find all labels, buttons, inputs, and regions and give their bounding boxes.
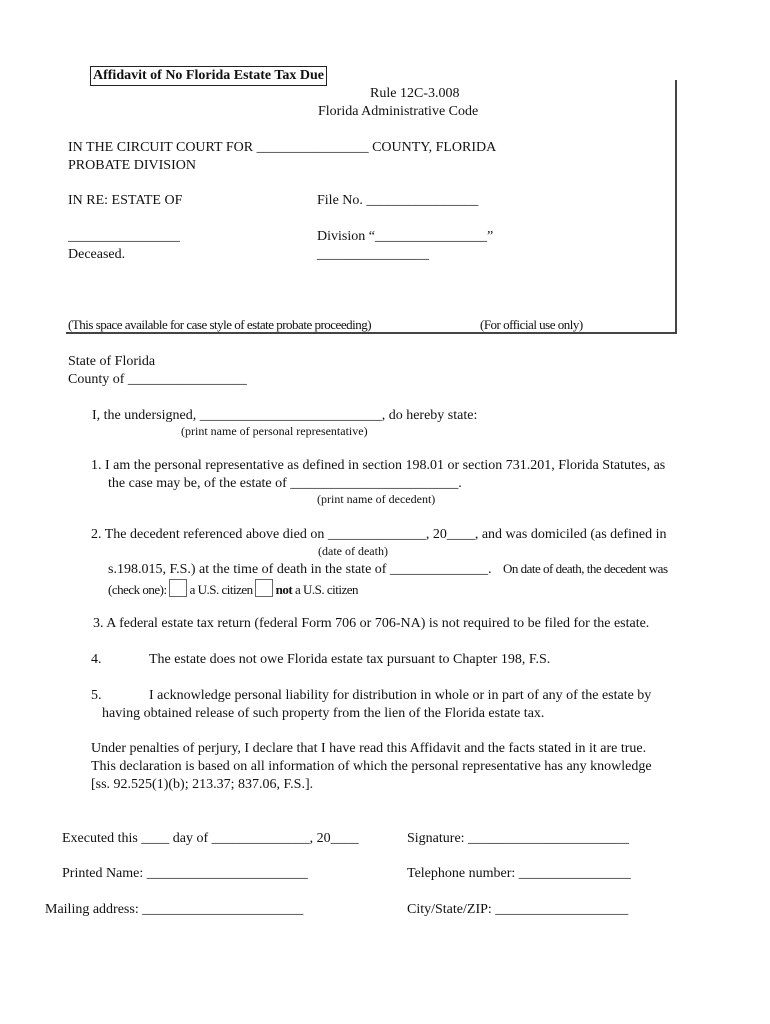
not-us-citizen-checkbox[interactable] <box>255 579 273 597</box>
case-style-note: (This space available for case style of estate probate proceeding) <box>68 317 372 332</box>
probate-division: PROBATE DIVISION <box>68 158 196 173</box>
file-number-field[interactable]: File No. ________________ <box>317 193 479 208</box>
item-3: 3. A federal estate tax return (federal Form 706 or 706-NA) is not required to be filed for the estate. <box>93 616 650 631</box>
item-4-number: 4. <box>91 652 102 667</box>
in-re-estate: IN RE: ESTATE OF <box>68 193 183 208</box>
deceased-label: Deceased. <box>68 247 126 262</box>
perjury-line-3: [ss. 92.525(1)(b); 213.37; 837.06, F.S.]. <box>91 777 314 792</box>
intro-sublabel: (print name of personal representative) <box>181 424 368 438</box>
item-1-line-2[interactable]: the case may be, of the estate of ________________________. <box>108 476 462 491</box>
item-2-sublabel: (date of death) <box>318 544 388 558</box>
item-4-text: The estate does not owe Florida estate tax pursuant to Chapter 198, F.S. <box>149 652 551 667</box>
item-5-number: 5. <box>91 688 102 703</box>
perjury-line-1: Under penalties of perjury, I declare that I have read this Affidavit and the facts stated in it are true. <box>91 741 647 756</box>
official-use-border-right <box>675 80 677 334</box>
mailing-address-field[interactable]: Mailing address: _______________________ <box>45 902 304 917</box>
perjury-line-2: This declaration is based on all information of which the personal representative has any knowledge <box>91 759 652 774</box>
admin-code: Florida Administrative Code <box>318 104 479 119</box>
signature-field[interactable]: Signature: _______________________ <box>407 831 630 846</box>
county-field[interactable]: County of _________________ <box>68 372 247 387</box>
not-us-citizen-label: a U.S. citizen <box>294 582 359 597</box>
item-2-decedent-was: On date of death, the decedent was <box>502 561 668 576</box>
item-5-line-2: having obtained release of such property from the lien of the Florida estate tax. <box>102 706 545 721</box>
executed-date-field[interactable]: Executed this ____ day of ______________, 20____ <box>62 831 359 846</box>
decedent-name-blank[interactable]: ________________ <box>68 229 180 244</box>
intro-line[interactable]: I, the undersigned, __________________________, do hereby state: <box>92 408 478 423</box>
item-1-line-1: 1. I am the personal representative as defined in section 198.01 or section 731.201, Florida Statutes, as <box>91 458 666 473</box>
rule-number: Rule 12C-3.008 <box>370 86 460 101</box>
item-1-sublabel: (print name of decedent) <box>317 492 436 506</box>
item-2-line-2 <box>108 561 668 579</box>
printed-name-field[interactable]: Printed Name: _______________________ <box>62 866 308 881</box>
item-2-citizenship-row <box>108 579 358 598</box>
item-5-text: I acknowledge personal liability for distribution in whole or in part of any of the estate by <box>149 688 652 703</box>
us-citizen-checkbox[interactable] <box>169 579 187 597</box>
division-field[interactable]: Division “________________” <box>317 229 494 244</box>
state-line: State of Florida <box>68 354 156 369</box>
check-one-label: (check one): <box>108 582 167 597</box>
caption-border-bottom <box>66 332 677 334</box>
division-blank-2[interactable]: ________________ <box>317 247 429 262</box>
city-state-zip-field[interactable]: City/State/ZIP: ___________________ <box>407 902 629 917</box>
telephone-field[interactable]: Telephone number: ________________ <box>407 866 631 881</box>
form-title: Affidavit of No Florida Estate Tax Due <box>90 66 327 86</box>
item-2-state-text[interactable]: s.198.015, F.S.) at the time of death in the state of ______________. <box>108 562 492 577</box>
item-2-line-1[interactable]: 2. The decedent referenced above died on ______________, 20____, and was domiciled (as defined in <box>91 527 667 542</box>
court-line: IN THE CIRCUIT COURT FOR ________________ COUNTY, FLORIDA <box>68 140 497 155</box>
us-citizen-label: a U.S. citizen <box>189 582 253 597</box>
official-use-note: (For official use only) <box>480 317 583 332</box>
not-label: not <box>275 582 293 597</box>
